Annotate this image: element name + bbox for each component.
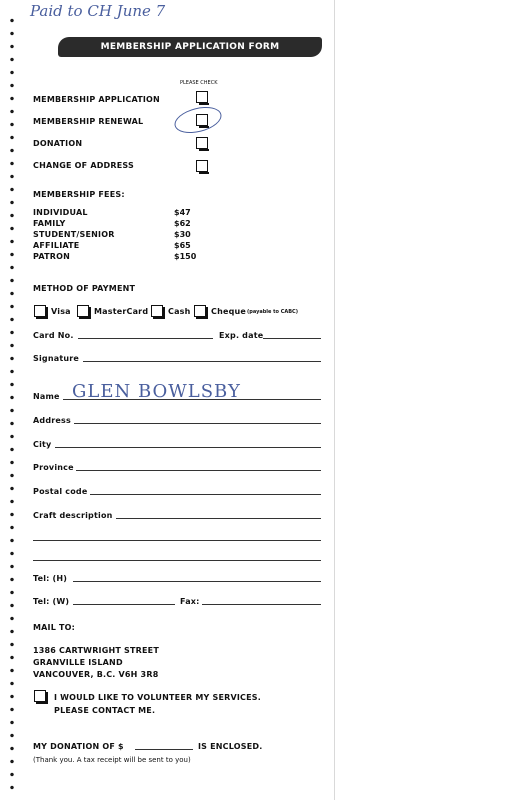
donation-amount-field[interactable] xyxy=(135,749,193,750)
fee-type: STUDENT/SENIOR xyxy=(33,230,115,239)
city-field[interactable] xyxy=(55,447,321,448)
page-edge xyxy=(334,0,335,800)
tel-work-label: Tel: (W) xyxy=(33,597,70,606)
address-label: Address xyxy=(33,416,71,425)
please-check-label: PLEASE CHECK xyxy=(180,80,218,86)
exp-date-field[interactable] xyxy=(263,338,321,339)
payment-visa-label: Visa xyxy=(51,307,71,316)
fee-amount: $47 xyxy=(174,208,191,217)
name-label: Name xyxy=(33,392,60,401)
fee-type: INDIVIDUAL xyxy=(33,208,88,217)
tel-work-field[interactable] xyxy=(73,604,175,605)
city-label: City xyxy=(33,440,52,449)
fee-amount: $150 xyxy=(174,252,197,261)
name-field[interactable] xyxy=(63,399,321,400)
postal-code-field[interactable] xyxy=(90,494,321,495)
fax-label: Fax: xyxy=(180,597,200,606)
postal-code-label: Postal code xyxy=(33,487,88,496)
option-change-of-address: CHANGE OF ADDRESS xyxy=(33,161,134,170)
fee-amount: $30 xyxy=(174,230,191,239)
checkbox-mastercard[interactable] xyxy=(77,305,89,317)
payment-cash-label: Cash xyxy=(168,307,191,316)
payment-cheque-label: Cheque xyxy=(211,307,247,316)
craft-description-label: Craft description xyxy=(33,511,113,520)
fee-type: FAMILY xyxy=(33,219,66,228)
mail-to-heading: MAIL TO: xyxy=(33,623,76,632)
address-line: VANCOUVER, B.C. V6H 3R8 xyxy=(33,670,159,679)
option-membership-application: MEMBERSHIP APPLICATION xyxy=(33,95,160,104)
cheque-note: (payable to CABC) xyxy=(247,309,299,315)
handwritten-name: GLEN BOWLSBY xyxy=(72,381,241,402)
volunteer-line-1: I WOULD LIKE TO VOLUNTEER MY SERVICES. xyxy=(54,693,261,702)
tel-home-field[interactable] xyxy=(73,581,321,582)
payment-mastercard-label: MasterCard xyxy=(94,307,149,316)
craft-description-line[interactable] xyxy=(33,560,321,561)
address-field[interactable] xyxy=(74,423,321,424)
option-donation: DONATION xyxy=(33,139,83,148)
tel-home-label: Tel: (H) xyxy=(33,574,68,583)
fee-amount: $65 xyxy=(174,241,191,250)
perforation-edge xyxy=(9,14,15,794)
province-field[interactable] xyxy=(76,470,321,471)
option-membership-renewal: MEMBERSHIP RENEWAL xyxy=(33,117,144,126)
fax-field[interactable] xyxy=(202,604,321,605)
volunteer-line-2: PLEASE CONTACT ME. xyxy=(54,706,156,715)
card-no-field[interactable] xyxy=(78,338,213,339)
checkbox-donation[interactable] xyxy=(196,137,208,149)
donation-suffix: IS ENCLOSED. xyxy=(198,742,263,751)
address-line: 1386 CARTWRIGHT STREET xyxy=(33,646,160,655)
signature-label: Signature xyxy=(33,354,80,363)
payment-heading: METHOD OF PAYMENT xyxy=(33,284,136,293)
fee-type: PATRON xyxy=(33,252,71,261)
fee-amount: $62 xyxy=(174,219,191,228)
craft-description-line[interactable] xyxy=(33,540,321,541)
card-no-label: Card No. xyxy=(33,331,74,340)
checkbox-cheque[interactable] xyxy=(194,305,206,317)
exp-date-label: Exp. date xyxy=(219,331,264,340)
craft-description-field[interactable] xyxy=(116,518,321,519)
address-line: GRANVILLE ISLAND xyxy=(33,658,123,667)
checkbox-volunteer[interactable] xyxy=(34,690,46,702)
form-title: MEMBERSHIP APPLICATION FORM xyxy=(58,37,322,57)
checkbox-change-of-address[interactable] xyxy=(196,160,208,172)
checkbox-membership-application[interactable] xyxy=(196,91,208,103)
fees-heading: MEMBERSHIP FEES: xyxy=(33,190,125,199)
fee-type: AFFILIATE xyxy=(33,241,80,250)
checkbox-cash[interactable] xyxy=(151,305,163,317)
handwritten-circle-mark xyxy=(172,103,224,138)
signature-field[interactable] xyxy=(83,361,321,362)
province-label: Province xyxy=(33,463,74,472)
handwritten-payment-note: Paid to CH June 7 xyxy=(30,2,166,20)
checkbox-visa[interactable] xyxy=(34,305,46,317)
tax-receipt-note: (Thank you. A tax receipt will be sent to you) xyxy=(33,756,191,764)
donation-prefix: MY DONATION OF $ xyxy=(33,742,124,751)
